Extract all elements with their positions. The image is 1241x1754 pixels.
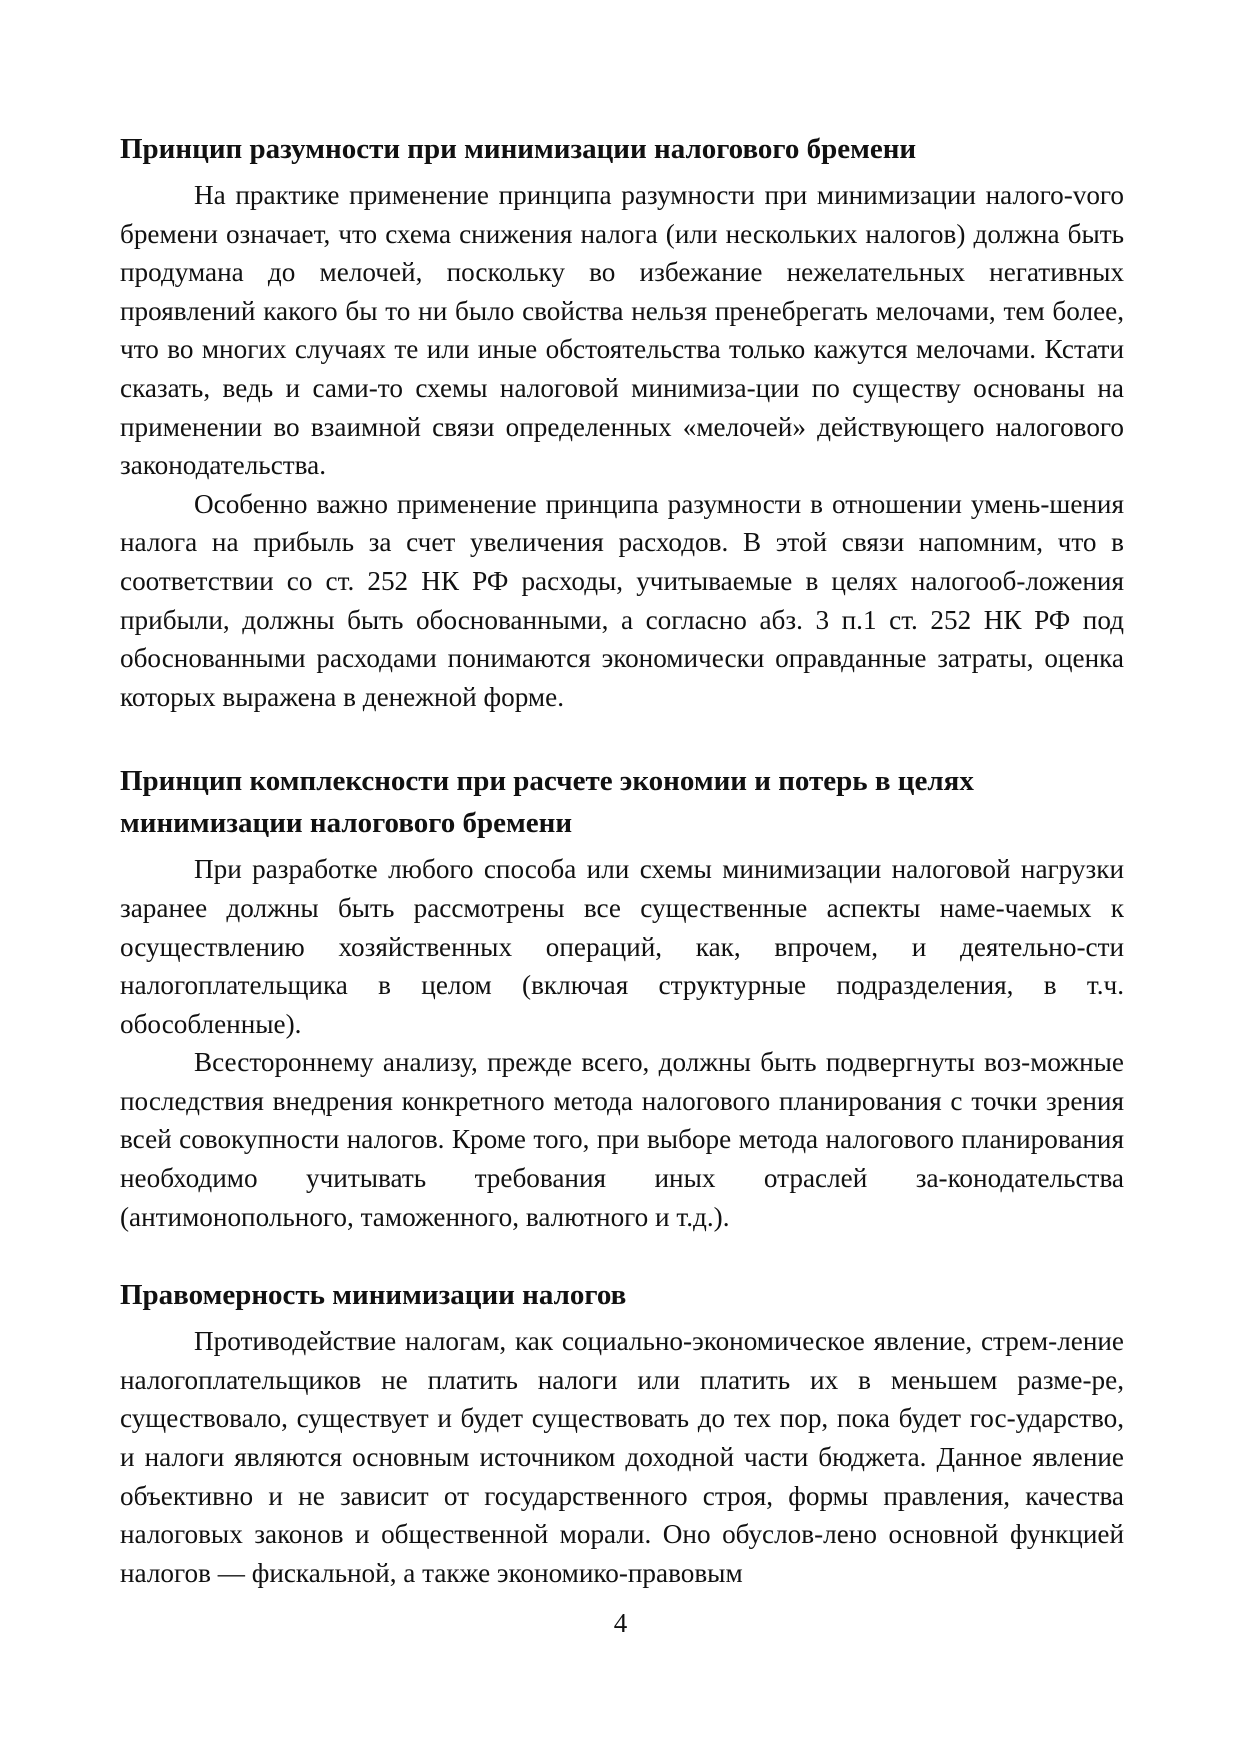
section-spacer bbox=[120, 1236, 1124, 1274]
paragraph: Противодействие налогам, как социально-экономическое явление, стрем-ление налогоплательщиков не платить налоги или платить их в меньшем разме-ре, существовало, существует и будет существовать до тех пор, пока будет гос-ударство, и налоги являются основным источником доходной части бюджета. Данное явление объективно и не зависит от государственного строя, формы правления, качества налоговых законов и общественной морали. Оно обуслов-лено основной функцией налогов — фискальной, а также экономико-правовым bbox=[120, 1326, 1124, 1588]
page-number: 4 bbox=[613, 1608, 628, 1638]
paragraph: Особенно важно применение принципа разумности в отношении умень-шения налога на прибыль за счет увеличения расходов. В этой связи напомним, что в соответствии со ст. 252 НК РФ расходы, учитываемые в целях налогооб-ложения прибыли, должны быть обоснованными, а согласно абз. 3 п.1 ст. 252 НК РФ под обоснованными расходами понимаются экономически оправданные затраты, оценка которых выражена в денежной форме. bbox=[120, 488, 1124, 712]
section-spacer bbox=[120, 716, 1124, 760]
document-page bbox=[120, 128, 1124, 1592]
section-title-complexity: Принцип комплексности при расчете экономии и потерь в целях минимизации налогового бремени bbox=[120, 765, 974, 840]
section-title-legitimacy: Правомерность минимизации налогов bbox=[120, 1279, 627, 1312]
paragraph: При разработке любого способа или схемы минимизации налоговой нагрузки заранее должны быть рассмотрены все существенные аспекты наме-чаемых к осуществлению хозяйственных операций, как, впрочем, и деятельно-сти налогоплательщика в целом (включая структурные подразделения, в т.ч. обособленные). bbox=[120, 854, 1124, 1039]
section-title-reasonableness: Принцип разумности при минимизации налогового бремени bbox=[120, 133, 917, 165]
paragraph: Всестороннему анализу, прежде всего, должны быть подвергнуты воз-можные последствия внедрения конкретного метода налогового планирования с точки зрения всей совокупности налогов. Кроме того, при выборе метода налогового планирования необходимо учитывать требования иных отраслей за-конодательства (антимонопольного, таможенного, валютного и т.д.). bbox=[120, 1047, 1124, 1232]
paragraph: На практике применение принципа разумности при минимизации налого-vого бремени означает, что схема снижения налога (или нескольких налогов) должна быть продумана до мелочей, поскольку во избежание нежелательных негативных проявлений какого бы то ни было свойства нельзя пренебрегать мелочами, тем более, что во многих случаях те или иные обстоятельства только кажутся мелочами. Кстати сказать, ведь и сами-то схемы налоговой минимиза-ции по существу основаны на применении во взаимной связи определенных «мелочей» действующего налогового законодательства. bbox=[120, 180, 1124, 481]
